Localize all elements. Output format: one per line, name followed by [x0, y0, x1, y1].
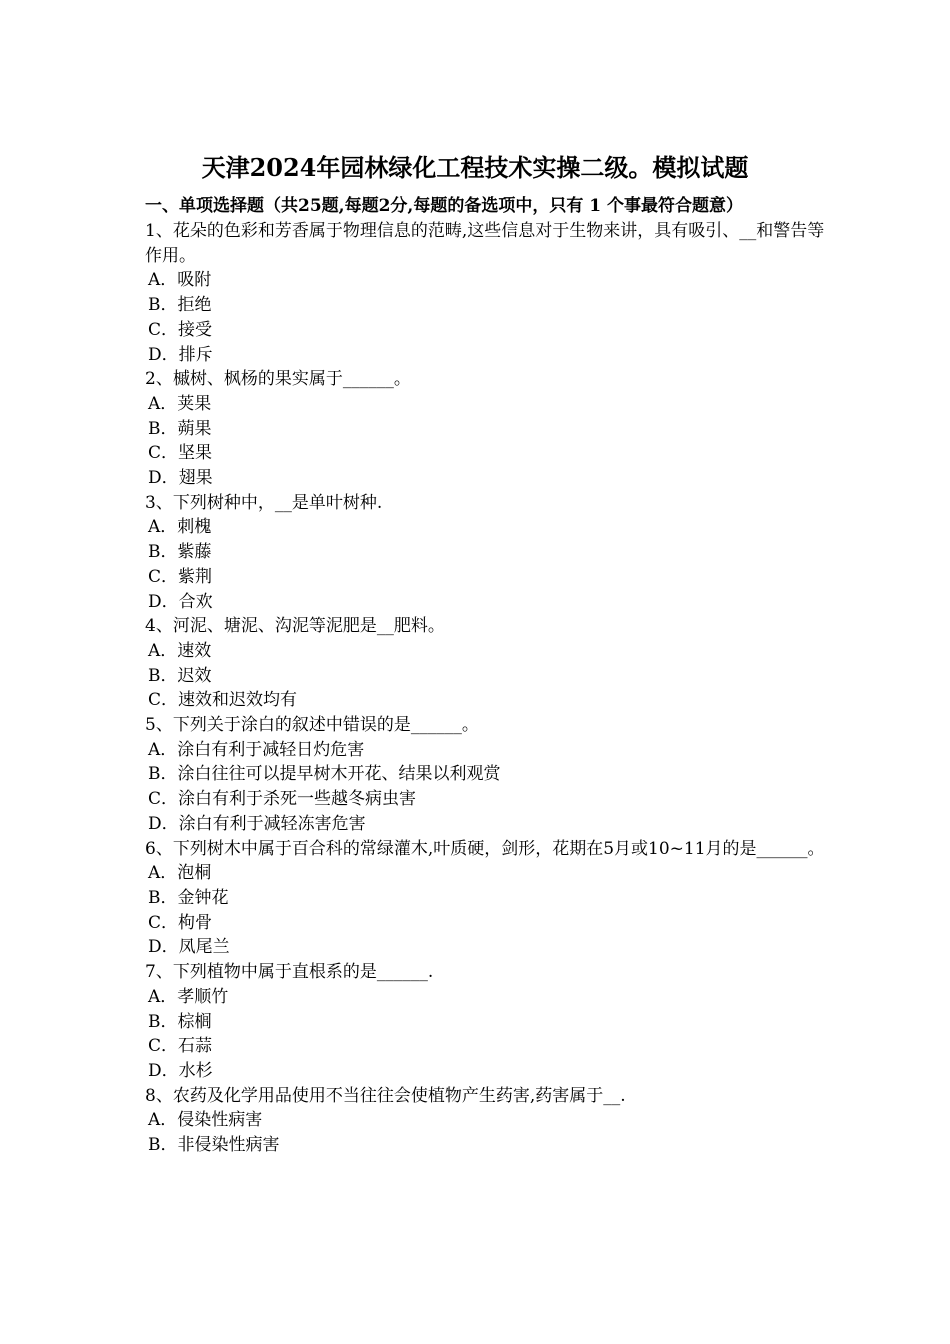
question-block — [145, 367, 825, 491]
answer-option: C．接受 — [148, 319, 213, 340]
question-text: 2、槭树、枫杨的果实属于______。 — [145, 369, 411, 390]
answer-option: A．涂白有利于减轻日灼危害 — [148, 739, 365, 760]
question-text: 7、下列植物中属于直根系的是______. — [145, 962, 434, 983]
question-block — [145, 1084, 825, 1158]
answer-option: A．泡桐 — [148, 863, 212, 884]
answer-option: C．速效和迟效均有 — [148, 690, 298, 711]
answer-option: B．棕榈 — [148, 1011, 212, 1032]
answer-option: C．紫荆 — [148, 566, 213, 587]
question-block — [145, 614, 825, 713]
section-heading: 一、单项选择题（共25题,每题2分,每题的备选项中，只有 1 个事最符合题意） — [145, 196, 743, 216]
answer-option: D．合欢 — [148, 591, 213, 612]
answer-option: D．翅果 — [148, 468, 213, 489]
answer-option: B．拒绝 — [148, 295, 212, 316]
answer-option: A．荚果 — [148, 393, 212, 414]
answer-option: B．涂白往往可以提早树木开花、结果以利观赏 — [148, 764, 501, 785]
answer-option: D．凤尾兰 — [148, 937, 230, 958]
answer-option: B．迟效 — [148, 665, 212, 686]
answer-option: A．吸附 — [148, 270, 212, 291]
question-block — [145, 837, 825, 961]
answer-option: D．水杉 — [148, 1060, 213, 1081]
question-text: 6、下列树木中属于百合科的常绿灌木,叶质硬，剑形，花期在5月或10~11月的是______。 — [145, 838, 825, 859]
answer-option: C．涂白有利于杀死一些越冬病虫害 — [148, 789, 417, 810]
question-block — [145, 491, 825, 615]
question-text: 3、下列树种中，__是单叶树种. — [145, 492, 383, 513]
answer-option: C．坚果 — [148, 443, 213, 464]
answer-option: A．孝顺竹 — [148, 986, 229, 1007]
answer-option: A．速效 — [148, 640, 212, 661]
answer-option: A．侵染性病害 — [148, 1110, 263, 1131]
answer-option: D．涂白有利于减轻冻害危害 — [148, 813, 366, 834]
answer-option: B．紫藤 — [148, 542, 212, 563]
answer-option: B．金钟花 — [148, 887, 229, 908]
question-block — [145, 713, 825, 837]
answer-option: B．非侵染性病害 — [148, 1135, 280, 1156]
answer-option: A．刺槐 — [148, 517, 212, 538]
answer-option: B．蒴果 — [148, 418, 212, 439]
document-page — [145, 150, 825, 1158]
question-text: 1、花朵的色彩和芳香属于物理信息的范畴,这些信息对于生物来讲，具有吸引、__和警告等作用。 — [145, 221, 825, 266]
answer-option: D．排斥 — [148, 344, 213, 365]
question-text: 5、下列关于涂白的叙述中错误的是______。 — [145, 715, 479, 736]
question-text: 4、河泥、塘泥、沟泥等泥肥是__肥料。 — [145, 616, 445, 637]
question-list — [145, 219, 825, 1158]
answer-option: C．枸骨 — [148, 912, 213, 933]
document-title: 天津2024年园林绿化工程技术实操二级。模拟试题 — [201, 153, 749, 182]
question-block — [145, 960, 825, 1084]
answer-option: C．石蒜 — [148, 1036, 213, 1057]
question-text: 8、农药及化学用品使用不当往往会使植物产生药害,药害属于__. — [145, 1085, 626, 1106]
question-block — [145, 219, 825, 367]
